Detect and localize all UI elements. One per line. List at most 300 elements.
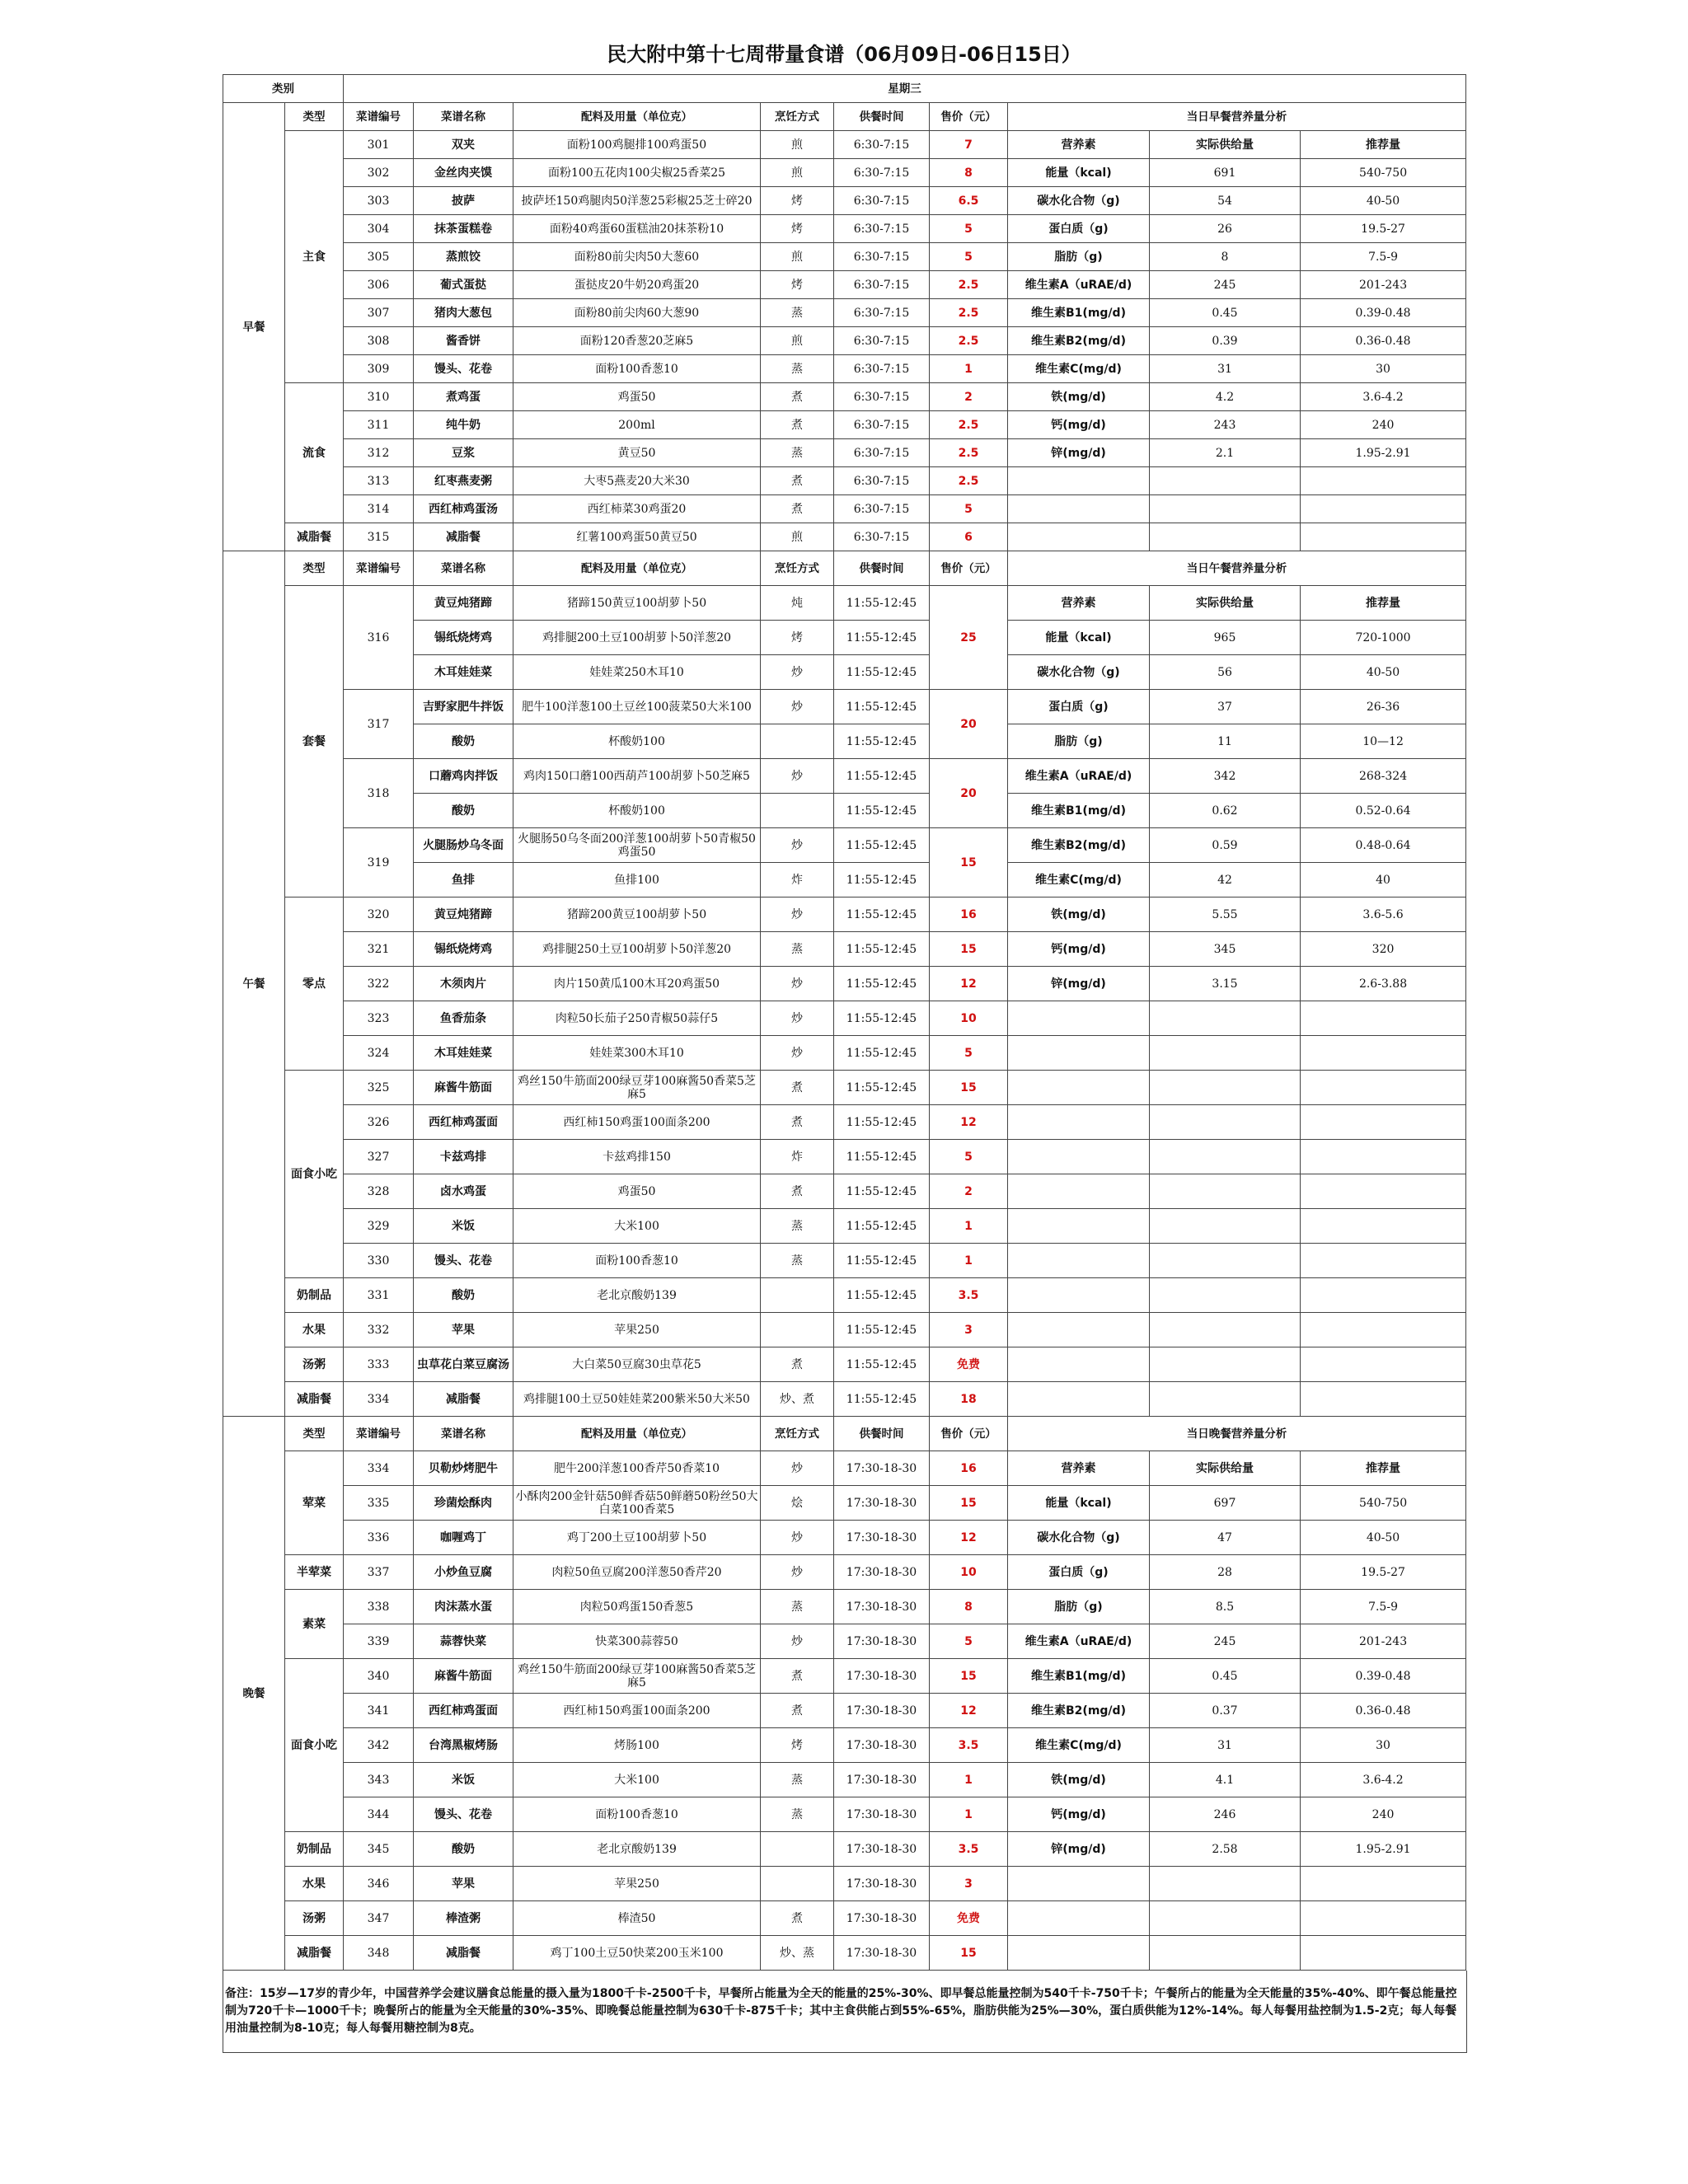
dish-ingredients: 面粉100五花肉100尖椒25香菜25 xyxy=(513,159,761,187)
table-row xyxy=(223,551,1466,586)
nutrient-actual: 4.2 xyxy=(1150,383,1301,411)
dish-name: 酱香饼 xyxy=(414,327,513,355)
empty-cell xyxy=(1150,1347,1301,1382)
dish-time: 17:30-18-30 xyxy=(834,1624,930,1659)
dish-cooking: 烤 xyxy=(761,1728,834,1763)
empty-cell xyxy=(1301,1901,1466,1936)
table-row xyxy=(223,828,1466,863)
dish-cooking: 烤 xyxy=(761,187,834,215)
dish-id: 341 xyxy=(344,1694,414,1728)
dish-time: 17:30-18-30 xyxy=(834,1832,930,1867)
dish-name: 麻酱牛筋面 xyxy=(414,1071,513,1105)
dish-time: 17:30-18-30 xyxy=(834,1451,930,1486)
type-label: 半荤菜 xyxy=(285,1555,344,1590)
table-row xyxy=(223,1347,1466,1382)
dish-time: 11:55-12:45 xyxy=(834,1209,930,1244)
nutrient-actual: 56 xyxy=(1150,655,1301,690)
nutrient-actual: 2.1 xyxy=(1150,439,1301,467)
dish-cooking: 炒 xyxy=(761,1555,834,1590)
dish-ingredients: 猪蹄200黄豆100胡萝卜50 xyxy=(513,898,761,932)
col-cooking: 烹饪方式 xyxy=(761,1417,834,1451)
dish-ingredients: 鸡丁200土豆100胡萝卜50 xyxy=(513,1521,761,1555)
empty-cell xyxy=(1008,1313,1150,1347)
table-row xyxy=(223,523,1466,551)
dish-time: 11:55-12:45 xyxy=(834,1140,930,1174)
nutrient-recommend: 201-243 xyxy=(1301,1624,1466,1659)
dish-name: 吉野家肥牛拌饭 xyxy=(414,690,513,724)
table-row xyxy=(223,1832,1466,1867)
nutrient-name: 维生素B1(mg/d) xyxy=(1008,794,1150,828)
dish-price: 5 xyxy=(930,1140,1008,1174)
nutrient-actual: 5.55 xyxy=(1150,898,1301,932)
dish-name: 减脂餐 xyxy=(414,523,513,551)
dish-cooking: 烤 xyxy=(761,621,834,655)
menu-table xyxy=(223,74,1466,1971)
dish-time: 11:55-12:45 xyxy=(834,1347,930,1382)
nutrition-analysis-title: 当日晚餐营养量分析 xyxy=(1008,1417,1466,1451)
dish-ingredients: 面粉100香葱10 xyxy=(513,355,761,383)
col-price: 售价（元） xyxy=(930,551,1008,586)
meal-label: 午餐 xyxy=(223,551,285,1417)
dish-price: 12 xyxy=(930,967,1008,1001)
dish-time: 6:30-7:15 xyxy=(834,523,930,551)
dish-ingredients: 肉粒50鱼豆腐200洋葱50香芹20 xyxy=(513,1555,761,1590)
nutrient-name: 维生素A（uRAE/d) xyxy=(1008,271,1150,299)
dish-name: 苹果 xyxy=(414,1313,513,1347)
dish-cooking: 炖 xyxy=(761,586,834,621)
dish-ingredients: 快菜300蒜蓉50 xyxy=(513,1624,761,1659)
nutrient-recommend: 268-324 xyxy=(1301,759,1466,794)
empty-cell xyxy=(1150,1901,1301,1936)
nutrient-name: 蛋白质（g) xyxy=(1008,1555,1150,1590)
empty-cell xyxy=(1150,467,1301,495)
dish-ingredients: 老北京酸奶139 xyxy=(513,1832,761,1867)
dish-ingredients: 鸡蛋50 xyxy=(513,383,761,411)
dish-id: 339 xyxy=(344,1624,414,1659)
dish-ingredients: 杯酸奶100 xyxy=(513,724,761,759)
dish-id: 336 xyxy=(344,1521,414,1555)
dish-cooking: 烤 xyxy=(761,215,834,243)
nutrient-actual: 31 xyxy=(1150,355,1301,383)
dish-price: 3.5 xyxy=(930,1832,1008,1867)
col-type: 类型 xyxy=(285,551,344,586)
type-label: 面食小吃 xyxy=(285,1071,344,1278)
table-row xyxy=(223,1278,1466,1313)
dish-time: 11:55-12:45 xyxy=(834,1071,930,1105)
nutrient-recommend: 540-750 xyxy=(1301,159,1466,187)
dish-id: 330 xyxy=(344,1244,414,1278)
table-row xyxy=(223,1071,1466,1105)
dish-price: 18 xyxy=(930,1382,1008,1417)
dish-price: 5 xyxy=(930,1624,1008,1659)
type-label: 素菜 xyxy=(285,1590,344,1659)
dish-id: 309 xyxy=(344,355,414,383)
table-row xyxy=(223,1521,1466,1555)
dish-price: 16 xyxy=(930,1451,1008,1486)
dish-price: 2.5 xyxy=(930,271,1008,299)
nutrient-name: 蛋白质（g) xyxy=(1008,690,1150,724)
nutrient-name: 维生素A（uRAE/d) xyxy=(1008,759,1150,794)
col-type: 类型 xyxy=(285,103,344,131)
type-label: 水果 xyxy=(285,1313,344,1347)
type-label: 汤粥 xyxy=(285,1901,344,1936)
empty-cell xyxy=(1301,1174,1466,1209)
dish-ingredients: 鸡排腿100土豆50娃娃菜200紫米50大米50 xyxy=(513,1382,761,1417)
dish-time: 6:30-7:15 xyxy=(834,411,930,439)
table-row xyxy=(223,495,1466,523)
meal-label: 晚餐 xyxy=(223,1417,285,1971)
nutrient-name: 维生素B1(mg/d) xyxy=(1008,1659,1150,1694)
dish-time: 11:55-12:45 xyxy=(834,690,930,724)
dish-id: 312 xyxy=(344,439,414,467)
dish-id: 323 xyxy=(344,1001,414,1036)
dish-id: 311 xyxy=(344,411,414,439)
dish-ingredients: 鸡丝150牛筋面200绿豆芽100麻酱50香菜5芝麻5 xyxy=(513,1659,761,1694)
empty-cell xyxy=(1008,1001,1150,1036)
nutrient-recommend: 240 xyxy=(1301,1797,1466,1832)
dish-time: 6:30-7:15 xyxy=(834,467,930,495)
nutrient-recommend: 0.39-0.48 xyxy=(1301,299,1466,327)
dish-name: 苹果 xyxy=(414,1867,513,1901)
empty-cell xyxy=(1008,1347,1150,1382)
dish-ingredients: 苹果250 xyxy=(513,1867,761,1901)
dish-id: 335 xyxy=(344,1486,414,1521)
table-row xyxy=(223,1486,1466,1521)
nutrient-actual: 3.15 xyxy=(1150,967,1301,1001)
nutrient-recommend: 30 xyxy=(1301,355,1466,383)
empty-cell xyxy=(1150,1209,1301,1244)
dish-price: 2.5 xyxy=(930,467,1008,495)
dish-cooking: 炒 xyxy=(761,967,834,1001)
dish-name: 减脂餐 xyxy=(414,1936,513,1971)
dish-cooking: 蒸 xyxy=(761,1797,834,1832)
dish-price: 3 xyxy=(930,1313,1008,1347)
dish-cooking: 煎 xyxy=(761,131,834,159)
table-row xyxy=(223,1313,1466,1347)
dish-price: 1 xyxy=(930,355,1008,383)
dish-name: 木耳娃娃菜 xyxy=(414,655,513,690)
dish-price: 1 xyxy=(930,1763,1008,1797)
dish-price: 12 xyxy=(930,1694,1008,1728)
nutrient-recommend: 40-50 xyxy=(1301,655,1466,690)
dish-cooking: 煮 xyxy=(761,1174,834,1209)
empty-cell xyxy=(1008,1105,1150,1140)
dish-price: 2.5 xyxy=(930,327,1008,355)
dish-id: 345 xyxy=(344,1832,414,1867)
dish-name: 减脂餐 xyxy=(414,1382,513,1417)
dish-price: 10 xyxy=(930,1001,1008,1036)
set-id: 319 xyxy=(344,828,414,898)
dish-id: 325 xyxy=(344,1071,414,1105)
dish-time: 11:55-12:45 xyxy=(834,1382,930,1417)
nutrient-name: 脂肪（g) xyxy=(1008,724,1150,759)
dish-price: 5 xyxy=(930,243,1008,271)
nutrient-name: 维生素B2(mg/d) xyxy=(1008,828,1150,863)
dish-time: 17:30-18-30 xyxy=(834,1486,930,1521)
dish-ingredients: 小酥肉200金针菇50鲜香菇50鲜蘑50粉丝50大白菜100香菜5 xyxy=(513,1486,761,1521)
dish-ingredients: 肥牛100洋葱100土豆丝100菠菜50大米100 xyxy=(513,690,761,724)
empty-cell xyxy=(1008,1244,1150,1278)
recommend-col-header: 推荐量 xyxy=(1301,1451,1466,1486)
dish-id: 310 xyxy=(344,383,414,411)
dish-price: 6.5 xyxy=(930,187,1008,215)
dish-ingredients: 肉片150黄瓜100木耳20鸡蛋50 xyxy=(513,967,761,1001)
nutrient-recommend: 0.36-0.48 xyxy=(1301,1694,1466,1728)
dish-name: 纯牛奶 xyxy=(414,411,513,439)
type-label: 流食 xyxy=(285,383,344,523)
actual-col-header: 实际供给量 xyxy=(1150,586,1301,621)
dish-price: 1 xyxy=(930,1244,1008,1278)
nutrient-name: 维生素B1(mg/d) xyxy=(1008,299,1150,327)
dish-ingredients: 大白菜50豆腐30虫草花5 xyxy=(513,1347,761,1382)
dish-name: 豆浆 xyxy=(414,439,513,467)
nutrient-actual: 342 xyxy=(1150,759,1301,794)
dish-cooking: 炒 xyxy=(761,1451,834,1486)
dish-id: 305 xyxy=(344,243,414,271)
dish-price: 5 xyxy=(930,495,1008,523)
dish-id: 301 xyxy=(344,131,414,159)
col-id: 菜谱编号 xyxy=(344,1417,414,1451)
col-id: 菜谱编号 xyxy=(344,103,414,131)
dish-ingredients: 面粉100鸡腿排100鸡蛋50 xyxy=(513,131,761,159)
table-row xyxy=(223,1936,1466,1971)
menu-table-body xyxy=(223,75,1466,1971)
nutrient-name: 碳水化合物（g) xyxy=(1008,655,1150,690)
type-label: 面食小吃 xyxy=(285,1659,344,1832)
dish-time: 17:30-18-30 xyxy=(834,1555,930,1590)
table-row xyxy=(223,898,1466,932)
nutrient-actual: 31 xyxy=(1150,1728,1301,1763)
nutrient-actual: 0.37 xyxy=(1150,1694,1301,1728)
dish-id: 332 xyxy=(344,1313,414,1347)
dish-cooking: 炒、煮 xyxy=(761,1382,834,1417)
table-row xyxy=(223,131,1466,159)
nutrition-analysis-title: 当日午餐营养量分析 xyxy=(1008,551,1466,586)
nutrient-col-header: 营养素 xyxy=(1008,131,1150,159)
table-row xyxy=(223,1763,1466,1797)
col-name: 菜谱名称 xyxy=(414,551,513,586)
dish-time: 11:55-12:45 xyxy=(834,586,930,621)
dish-ingredients: 鸡丝150牛筋面200绿豆芽100麻酱50香菜5芝麻5 xyxy=(513,1071,761,1105)
set-id: 316 xyxy=(344,586,414,690)
dish-time: 17:30-18-30 xyxy=(834,1694,930,1728)
nutrient-actual: 0.59 xyxy=(1150,828,1301,863)
dish-name: 西红柿鸡蛋面 xyxy=(414,1694,513,1728)
nutrient-name: 能量（kcal) xyxy=(1008,621,1150,655)
set-price: 20 xyxy=(930,690,1008,759)
table-row xyxy=(223,1867,1466,1901)
nutrient-recommend: 720-1000 xyxy=(1301,621,1466,655)
dish-name: 火腿肠炒乌冬面 xyxy=(414,828,513,863)
table-row xyxy=(223,932,1466,967)
empty-cell xyxy=(1150,1036,1301,1071)
table-row xyxy=(223,1244,1466,1278)
dish-cooking: 蒸 xyxy=(761,355,834,383)
dish-name: 卡兹鸡排 xyxy=(414,1140,513,1174)
nutrient-name: 维生素C(mg/d) xyxy=(1008,1728,1150,1763)
nutrient-actual: 8 xyxy=(1150,243,1301,271)
dish-cooking: 炒 xyxy=(761,1001,834,1036)
dish-name: 口蘑鸡肉拌饭 xyxy=(414,759,513,794)
dish-ingredients: 肉粒50长茄子250青椒50蒜仔5 xyxy=(513,1001,761,1036)
dish-ingredients: 杯酸奶100 xyxy=(513,794,761,828)
dish-time: 6:30-7:15 xyxy=(834,439,930,467)
dish-price: 2.5 xyxy=(930,439,1008,467)
nutrient-name: 维生素B2(mg/d) xyxy=(1008,1694,1150,1728)
nutrient-recommend: 19.5-27 xyxy=(1301,1555,1466,1590)
empty-cell xyxy=(1301,1867,1466,1901)
dish-price: 2.5 xyxy=(930,299,1008,327)
dish-time: 11:55-12:45 xyxy=(834,1278,930,1313)
dish-name: 葡式蛋挞 xyxy=(414,271,513,299)
dish-price: 10 xyxy=(930,1555,1008,1590)
nutrient-actual: 0.45 xyxy=(1150,1659,1301,1694)
dish-id: 343 xyxy=(344,1763,414,1797)
dish-id: 308 xyxy=(344,327,414,355)
table-row xyxy=(223,1590,1466,1624)
dish-name: 西红柿鸡蛋面 xyxy=(414,1105,513,1140)
dish-name: 酸奶 xyxy=(414,1832,513,1867)
set-price: 25 xyxy=(930,586,1008,690)
dish-name: 锡纸烧烤鸡 xyxy=(414,932,513,967)
dish-time: 17:30-18-30 xyxy=(834,1901,930,1936)
table-row xyxy=(223,327,1466,355)
type-label: 零点 xyxy=(285,898,344,1071)
dish-price: 12 xyxy=(930,1521,1008,1555)
dish-ingredients: 鸡排腿250土豆100胡萝卜50洋葱20 xyxy=(513,932,761,967)
dish-ingredients: 西红柿150鸡蛋100面条200 xyxy=(513,1105,761,1140)
dish-price: 15 xyxy=(930,1936,1008,1971)
table-row xyxy=(223,355,1466,383)
nutrient-recommend: 0.39-0.48 xyxy=(1301,1659,1466,1694)
dish-name: 咖喱鸡丁 xyxy=(414,1521,513,1555)
dish-cooking: 煮 xyxy=(761,1694,834,1728)
table-row xyxy=(223,187,1466,215)
dish-name: 双夹 xyxy=(414,131,513,159)
dish-id: 334 xyxy=(344,1451,414,1486)
dish-time: 11:55-12:45 xyxy=(834,1174,930,1209)
dish-time: 11:55-12:45 xyxy=(834,621,930,655)
dish-ingredients: 火腿肠50乌冬面200洋葱100胡萝卜50青椒50鸡蛋50 xyxy=(513,828,761,863)
dish-price: 免费 xyxy=(930,1347,1008,1382)
dish-id: 321 xyxy=(344,932,414,967)
dish-price: 5 xyxy=(930,1036,1008,1071)
nutrient-actual: 37 xyxy=(1150,690,1301,724)
meal-label: 早餐 xyxy=(223,103,285,551)
nutrient-name: 碳水化合物（g) xyxy=(1008,1521,1150,1555)
nutrient-actual: 26 xyxy=(1150,215,1301,243)
dish-time: 6:30-7:15 xyxy=(834,271,930,299)
dish-cooking: 煎 xyxy=(761,159,834,187)
dish-id: 314 xyxy=(344,495,414,523)
empty-cell xyxy=(1150,1278,1301,1313)
footnote: 备注：15岁—17岁的青少年，中国营养学会建议膳食总能量的摄入量为1800千卡-2500千卡，早餐所占能量为全天的能量的25%-30%、即早餐总能量控制为540千卡-750千卡；午餐所占的能量为全天能量的35%-40%、即午餐总能量控制为720千卡—1000千卡；晚餐所占的能量为全天能量的30%-35%、即晚餐总能量控制为630千卡-875千卡；其中主食供能占到55%-65%，脂肪供能为25%—30%，蛋白质供能为12%-14%。每人每餐用盐控制为1.5-2克；每人每餐用油量控制为8-10克；每人每餐用糖控制为8克。 xyxy=(223,1971,1467,2053)
dish-time: 11:55-12:45 xyxy=(834,932,930,967)
empty-cell xyxy=(1301,1001,1466,1036)
dish-price: 3.5 xyxy=(930,1278,1008,1313)
dish-time: 6:30-7:15 xyxy=(834,243,930,271)
nutrient-recommend: 0.52-0.64 xyxy=(1301,794,1466,828)
empty-cell xyxy=(1301,1071,1466,1105)
nutrient-name: 锌(mg/d) xyxy=(1008,439,1150,467)
nutrient-actual: 0.45 xyxy=(1150,299,1301,327)
table-row xyxy=(223,103,1466,131)
dish-name: 酸奶 xyxy=(414,794,513,828)
nutrient-name: 铁(mg/d) xyxy=(1008,383,1150,411)
type-label: 荤菜 xyxy=(285,1451,344,1555)
table-row xyxy=(223,159,1466,187)
dish-ingredients: 红薯100鸡蛋50黄豆50 xyxy=(513,523,761,551)
dish-name: 抹茶蛋糕卷 xyxy=(414,215,513,243)
empty-cell xyxy=(1301,1382,1466,1417)
dish-ingredients: 娃娃菜300木耳10 xyxy=(513,1036,761,1071)
empty-cell xyxy=(1008,1140,1150,1174)
dish-ingredients: 西红柿150鸡蛋100面条200 xyxy=(513,1694,761,1728)
type-label: 奶制品 xyxy=(285,1278,344,1313)
nutrient-recommend: 540-750 xyxy=(1301,1486,1466,1521)
empty-cell xyxy=(1301,1278,1466,1313)
dish-id: 338 xyxy=(344,1590,414,1624)
type-label: 主食 xyxy=(285,131,344,383)
table-row xyxy=(223,1797,1466,1832)
dish-cooking: 煮 xyxy=(761,383,834,411)
col-ingredients: 配料及用量（单位克） xyxy=(513,1417,761,1451)
table-row xyxy=(223,243,1466,271)
dish-cooking: 炒 xyxy=(761,828,834,863)
nutrient-actual: 8.5 xyxy=(1150,1590,1301,1624)
dish-ingredients: 娃娃菜250木耳10 xyxy=(513,655,761,690)
nutrient-actual: 11 xyxy=(1150,724,1301,759)
table-row xyxy=(223,299,1466,327)
dish-time: 17:30-18-30 xyxy=(834,1867,930,1901)
dish-time: 11:55-12:45 xyxy=(834,967,930,1001)
empty-cell xyxy=(1301,1140,1466,1174)
type-label: 减脂餐 xyxy=(285,523,344,551)
nutrient-recommend: 19.5-27 xyxy=(1301,215,1466,243)
empty-cell xyxy=(1150,1244,1301,1278)
dish-cooking: 煮 xyxy=(761,495,834,523)
dish-cooking: 烤 xyxy=(761,271,834,299)
nutrient-actual: 47 xyxy=(1150,1521,1301,1555)
dish-cooking: 烩 xyxy=(761,1486,834,1521)
table-row xyxy=(223,759,1466,794)
dish-cooking: 煮 xyxy=(761,467,834,495)
dish-ingredients: 大米100 xyxy=(513,1209,761,1244)
dish-id: 304 xyxy=(344,215,414,243)
type-label: 奶制品 xyxy=(285,1832,344,1867)
type-label: 减脂餐 xyxy=(285,1382,344,1417)
dish-cooking: 煮 xyxy=(761,1901,834,1936)
dish-time: 6:30-7:15 xyxy=(834,327,930,355)
dish-time: 17:30-18-30 xyxy=(834,1763,930,1797)
empty-cell xyxy=(1301,1313,1466,1347)
dish-time: 17:30-18-30 xyxy=(834,1728,930,1763)
empty-cell xyxy=(1301,1209,1466,1244)
dish-id: 328 xyxy=(344,1174,414,1209)
col-type: 类型 xyxy=(285,1417,344,1451)
empty-cell xyxy=(1008,1278,1150,1313)
dish-name: 馒头、花卷 xyxy=(414,1244,513,1278)
dish-time: 11:55-12:45 xyxy=(834,655,930,690)
dish-ingredients: 200ml xyxy=(513,411,761,439)
nutrient-recommend: 40-50 xyxy=(1301,1521,1466,1555)
dish-cooking: 炒 xyxy=(761,1036,834,1071)
table-row xyxy=(223,1901,1466,1936)
dish-ingredients: 面粉80前尖肉50大葱60 xyxy=(513,243,761,271)
empty-cell xyxy=(1008,1036,1150,1071)
dish-ingredients: 鸡丁100土豆50快菜200玉米100 xyxy=(513,1936,761,1971)
dish-cooking xyxy=(761,1832,834,1867)
